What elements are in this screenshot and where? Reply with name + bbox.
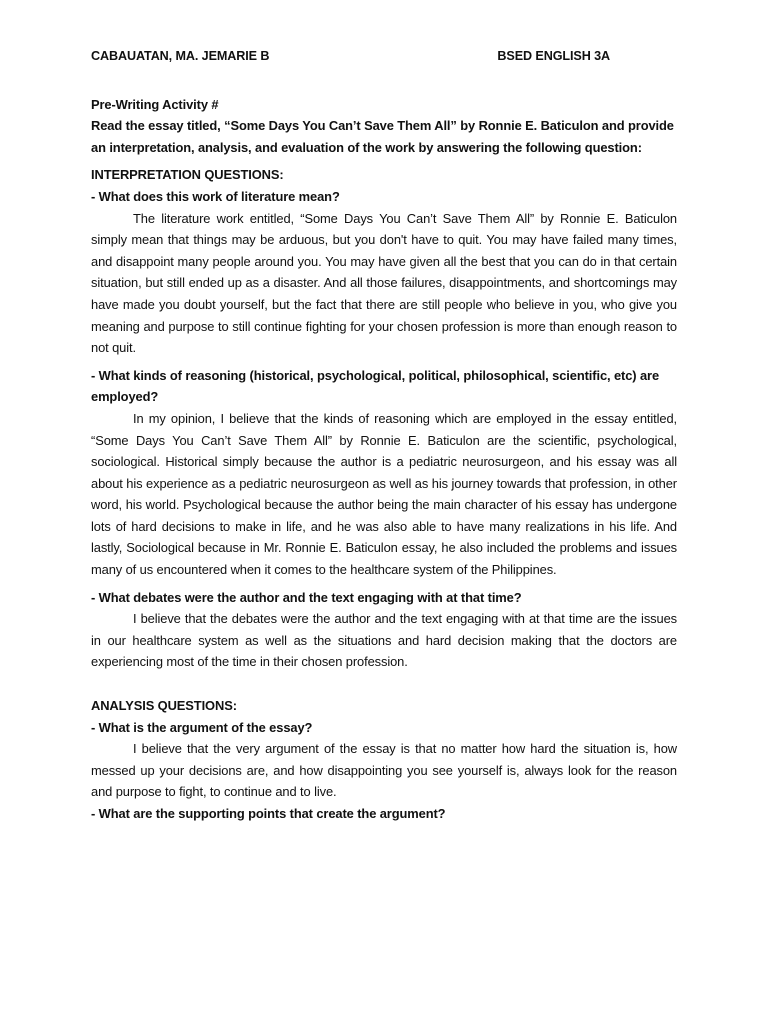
interpretation-answer-1: The literature work entitled, “Some Days You Can’t Save Them All” by Ronnie E. Baticulon simply mean that things may be arduous, but you don't have to quit. You may have failed many times, and disappoint many people around you. You may have given all the best that you can do in that certain situation, but still ended up as a disaster. And all those failures, disappointments, and shortcomings may have made you doubt yourself, but the fact that there are still people who believe in you, who give you meaning and purpose to still continue fighting for your chosen profession is more than enough reason to not quit. — [91, 210, 677, 356]
course-section: BSED ENGLISH 3A — [497, 49, 610, 63]
activity-instruction: Read the essay titled, “Some Days You Can’t Save Them All” by Ronnie E. Baticulon and provide an interpretation, analysis, and evaluation of the work by answering the following question: — [91, 118, 674, 155]
analysis-question-2: - What are the supporting points that create the argument? — [91, 806, 446, 821]
interpretation-answer-2: In my opinion, I believe that the kinds of reasoning which are employed in the essay entitled, “Some Days You Can’t Save Them All” by Ronnie E. Baticulon are the scientific, psychological, sociological. Historical simply because the author is a pediatric neurosurgeon, and his essay was all about his experience as a pediatric neurosurgeon as well as his journey towards that profession, in other word, his world. Psychological because the author being the main character of his essay has undergone lots of hard decisions to make in life, and he was also able to have many realizations in his life. And lastly, Sociological because in Mr. Ronnie E. Baticulon essay, he also included the problems and issues many of us encountered when it comes to the healthcare system of the Philippines. — [91, 410, 677, 578]
document-header — [91, 46, 610, 68]
interpretation-question-1: - What does this work of literature mean? — [91, 188, 340, 204]
analysis-question-1: - What is the argument of the essay? — [91, 719, 313, 735]
interpretation-heading: INTERPRETATION QUESTIONS: — [91, 167, 284, 183]
analysis-heading: ANALYSIS QUESTIONS: — [91, 698, 237, 714]
interpretation-question-3: - What debates were the author and the text engaging with at that time? — [91, 589, 522, 605]
activity-title: Pre-Writing Activity # — [91, 96, 219, 112]
document-page — [91, 46, 677, 825]
interpretation-question-2: - What kinds of reasoning (historical, psychological, political, philosophical, scientific, etc) are employed? — [91, 367, 660, 405]
interpretation-answer-3: I believe that the debates were the author and the text engaging with at that time are the issues in our healthcare system as well as the situations and hard decision making that the doctors are experiencing most of the time in their chosen profession. — [91, 611, 677, 670]
analysis-answer-1: I believe that the very argument of the essay is that no matter how hard the situation is, how messed up your decisions are, and how disappointing you see yourself is, always look for the reason and purpose to fight, to continue and to live. — [91, 741, 677, 800]
student-name: CABAUATAN, MA. JEMARIE B — [91, 49, 270, 63]
